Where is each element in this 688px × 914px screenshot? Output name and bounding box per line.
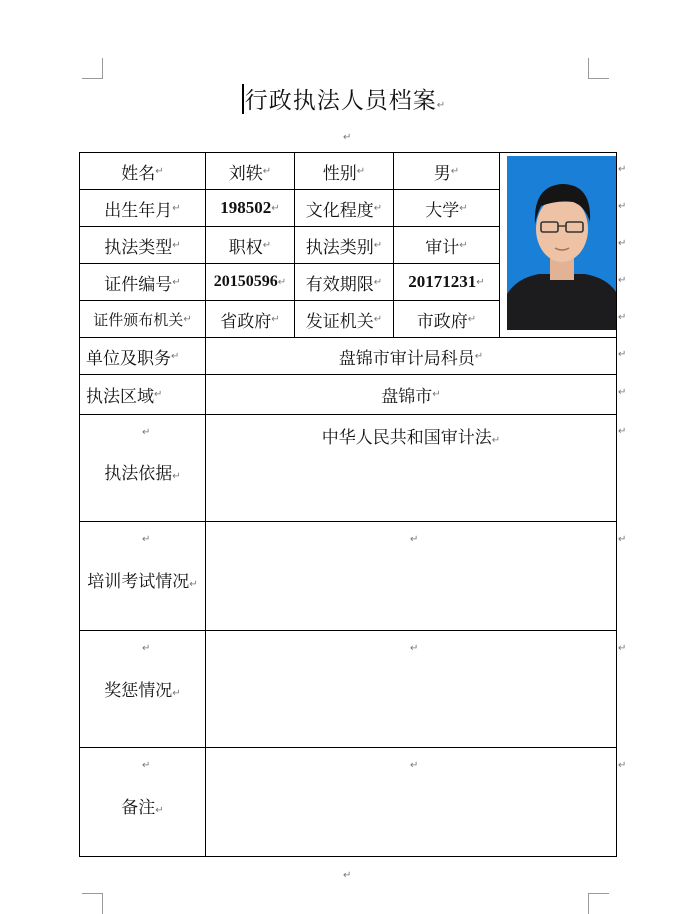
paragraph-mark: ↵ bbox=[618, 426, 627, 437]
enforcement-category-label-cell: 执法类别 ↵ bbox=[294, 226, 394, 264]
paragraph-mark: ↵ bbox=[343, 870, 352, 881]
certificate-number-value-cell[interactable]: 20150596 ↵ bbox=[205, 263, 295, 301]
enforcement-category-value-cell[interactable]: 审计 ↵ bbox=[393, 226, 500, 264]
training-label-cell: ↵ 培训考试情况↵ bbox=[79, 521, 206, 631]
certifying-authority-label-cell: 发证机关 ↵ bbox=[294, 300, 394, 338]
page-corner-mark-bottom-right bbox=[588, 893, 609, 914]
rewards-label-cell: ↵ 奖惩情况↵ bbox=[79, 630, 206, 748]
document-title: 行政执法人员档案 bbox=[244, 88, 437, 114]
enforcement-type-label-cell: 执法类型 ↵ bbox=[79, 226, 206, 264]
gender-label-cell: 性别 ↵ bbox=[294, 152, 394, 190]
enforcement-type-value-cell[interactable]: 职权 ↵ bbox=[205, 226, 295, 264]
page-corner-mark-top-left bbox=[82, 58, 103, 79]
paragraph-mark: ↵ bbox=[618, 238, 627, 249]
education-value-cell[interactable]: 大学 ↵ bbox=[393, 189, 500, 227]
paragraph-mark: ↵ bbox=[343, 132, 352, 143]
training-value-cell[interactable]: ↵ bbox=[205, 521, 617, 631]
issuing-authority-value-cell[interactable]: 省政府 ↵ bbox=[205, 300, 295, 338]
enforcement-area-value-cell[interactable]: 盘锦市 ↵ bbox=[205, 374, 617, 415]
unit-position-value-cell[interactable]: 盘锦市审计局科员 ↵ bbox=[205, 337, 617, 375]
enforcement-basis-label-cell: ↵ 执法依据↵ bbox=[79, 414, 206, 522]
enforcement-area-label-cell: 执法区域 ↵ bbox=[79, 374, 206, 415]
portrait-image bbox=[507, 156, 616, 330]
birth-value-cell[interactable]: 198502 ↵ bbox=[205, 189, 295, 227]
name-value-cell[interactable]: 刘轶 ↵ bbox=[205, 152, 295, 190]
paragraph-mark: ↵ bbox=[436, 100, 447, 111]
remarks-label-cell: ↵ 备注↵ bbox=[79, 747, 206, 857]
paragraph-mark: ↵ bbox=[618, 312, 627, 323]
page-corner-mark-top-right bbox=[588, 58, 609, 79]
certificate-number-label-cell: 证件编号 ↵ bbox=[79, 263, 206, 301]
id-photo bbox=[507, 156, 616, 330]
text-cursor bbox=[242, 84, 244, 114]
validity-value-cell[interactable]: 20171231 ↵ bbox=[393, 263, 500, 301]
paragraph-mark: ↵ bbox=[618, 275, 627, 286]
page-corner-mark-bottom-left bbox=[82, 893, 103, 914]
certifying-authority-value-cell[interactable]: 市政府 ↵ bbox=[393, 300, 500, 338]
paragraph-mark: ↵ bbox=[618, 643, 627, 654]
enforcement-basis-value-cell[interactable]: 中华人民共和国审计法↵ bbox=[205, 414, 617, 522]
paragraph-mark: ↵ bbox=[618, 387, 627, 398]
remarks-value-cell[interactable]: ↵ bbox=[205, 747, 617, 857]
issuing-authority-label-cell: 证件颁布机关 ↵ bbox=[79, 300, 206, 338]
validity-label-cell: 有效期限 ↵ bbox=[294, 263, 394, 301]
paragraph-mark: ↵ bbox=[618, 164, 627, 175]
document-title-line[interactable] bbox=[0, 82, 688, 115]
paragraph-mark: ↵ bbox=[618, 349, 627, 360]
paragraph-mark: ↵ bbox=[618, 201, 627, 212]
paragraph-mark: ↵ bbox=[618, 760, 627, 771]
gender-value-cell[interactable]: 男 ↵ bbox=[393, 152, 500, 190]
rewards-value-cell[interactable]: ↵ bbox=[205, 630, 617, 748]
education-label-cell: 文化程度 ↵ bbox=[294, 189, 394, 227]
paragraph-mark: ↵ bbox=[618, 534, 627, 545]
name-label-cell: 姓名 ↵ bbox=[79, 152, 206, 190]
birth-label-cell: 出生年月 ↵ bbox=[79, 189, 206, 227]
unit-position-label-cell: 单位及职务 ↵ bbox=[79, 337, 206, 375]
